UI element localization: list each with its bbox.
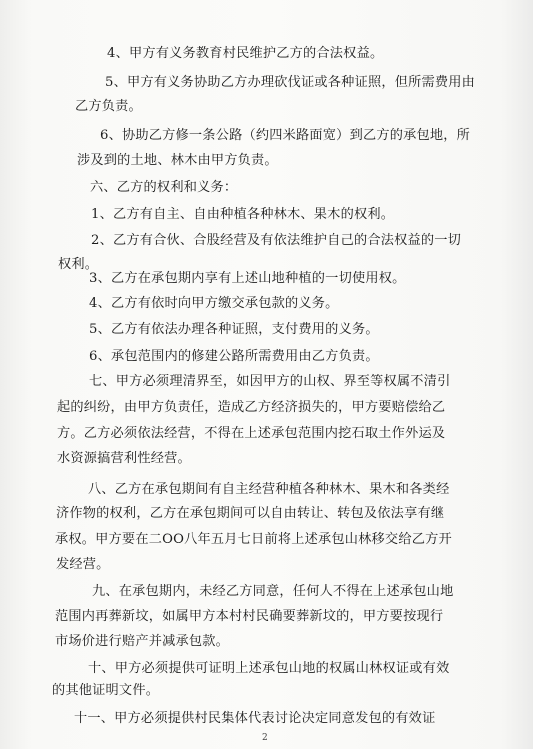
text-line: 九、在承包期内，未经乙方同意，任何人不得在上述承包山地 bbox=[92, 584, 454, 599]
text-line: 6、承包范围内的修建公路所需费用由乙方负责。 bbox=[89, 349, 379, 364]
text-line: 1、乙方有自主、自由种植各种林木、果木的权利。 bbox=[91, 207, 395, 222]
text-line: 十、甲方必须提供可证明上述承包山地的权属山林权证或有效 bbox=[88, 661, 450, 676]
text-line: 水资源搞营利性经营。 bbox=[57, 451, 191, 466]
text-line: 十一、甲方必须提供村民集体代表讨论决定同意发包的有效证 bbox=[74, 711, 436, 726]
section-heading: 六、乙方的权利和义务： bbox=[90, 180, 238, 195]
text-line: 2、乙方有合伙、合股经营及有依法维护自己的合法权益的一切 bbox=[91, 233, 462, 248]
text-line: 乙方负责。 bbox=[75, 99, 142, 114]
text-line: 的其他证明文件。 bbox=[52, 683, 160, 698]
page-number: 2 bbox=[262, 733, 268, 743]
text-line: 承权。甲方要在二OO八年五月七日前将上述承包山林移交给乙方开 bbox=[55, 532, 452, 547]
text-line: 4、甲方有义务教育村民维护乙方的合法权益。 bbox=[107, 46, 384, 61]
text-line: 5、乙方有依法办理各种证照，支付费用的义务。 bbox=[89, 322, 379, 337]
text-line: 济作物的权利，乙方在承包期间可以自由转让、转包及依法享有继 bbox=[56, 506, 445, 521]
text-line: 涉及到的土地、林木由甲方负责。 bbox=[77, 153, 278, 168]
text-line: 权利。 bbox=[58, 257, 99, 272]
text-line: 方。乙方必须依法经营，不得在上述承包范围内挖石取土作外运及 bbox=[57, 426, 446, 441]
text-line: 5、甲方有义务协助乙方办理砍伐证或各种证照，但所需费用由 bbox=[105, 75, 476, 90]
text-line: 市场价进行赔产并减承包款。 bbox=[55, 634, 230, 649]
text-line: 七、甲方必须理清界至，如因甲方的山权、界至等权属不清引 bbox=[89, 374, 451, 389]
text-line: 范围内再葬新坟，如属甲方本村村民确要葬新坟的，甲方要按现行 bbox=[55, 609, 444, 624]
text-line: 3、乙方在承包期内享有上述山地种植的一切使用权。 bbox=[89, 271, 406, 286]
text-line: 八、乙方在承包期间有自主经营种植各种林木、果木和各类经 bbox=[88, 482, 450, 497]
text-line: 6、协助乙方修一条公路（约四米路面宽）到乙方的承包地，所 bbox=[100, 128, 471, 143]
text-line: 发经营。 bbox=[56, 557, 110, 572]
text-line: 4、乙方有依时向甲方缴交承包款的义务。 bbox=[89, 296, 339, 311]
text-line: 起的纠纷，由甲方负责任，造成乙方经济损失的，甲方要赔偿给乙 bbox=[57, 400, 446, 415]
